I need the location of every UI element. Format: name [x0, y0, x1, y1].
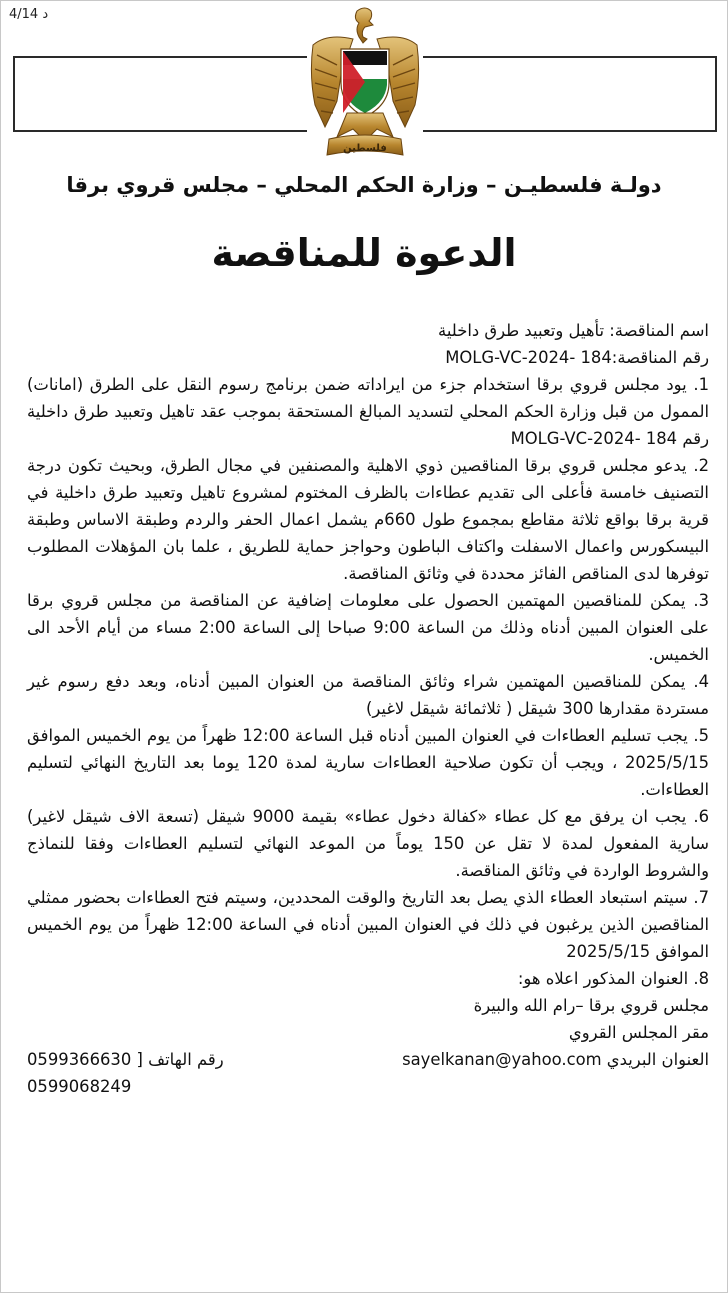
- palestine-eagle-emblem-icon: [307, 5, 423, 165]
- clause-4: 4. يمكن للمناقصين المهتمين شراء وثائق المناقصة من العنوان المبين أدناه، وبعد دفع رسوم غير مستردة مقدارها 300 شيقل ( ثلاثمائة شيقل لاغير): [27, 672, 709, 718]
- tender-name: اسم المناقصة: تأهيل وتعبيد طرق داخلية: [438, 321, 709, 340]
- clause-8: 8. العنوان المذكور اعلاه هو:: [517, 969, 709, 988]
- clause-6: 6. يجب ان يرفق مع كل عطاء «كفالة دخول عطاء» بقيمة 9000 شيقل (تسعة الاف شيقل لاغير) سارية المفعول لمدة لا تقل عن 150 يوماً من الموعد النهائي لتسليم العطاءات وفقا للنماذج والشروط الواردة في وثائق المناقصة.: [27, 807, 709, 880]
- clause-3: 3. يمكن للمناقصين المهتمين الحصول على معلومات إضافية عن المناقصة من مجلس قروي برقا على العنوان المبين أدناه وذلك من الساعة 9:00 صباحا إلى الساعة 2:00 مساء من أيام الأحد الى الخميس.: [27, 591, 710, 664]
- email-label: العنوان البريدي: [606, 1050, 709, 1069]
- clause-5: 5. يجب تسليم العطاءات في العنوان المبين أدناه قبل الساعة 12:00 ظهراً من يوم الخميس الموافق 2025/5/15 ، ويجب أن تكون صلاحية العطاءات سارية لمدة 120 يوما بعد التاريخ النهائي لتسليم العطاءات.: [27, 726, 709, 799]
- notice-body: [27, 317, 709, 1100]
- clause-7: 7. سيتم استبعاد العطاء الذي يصل بعد التاريخ والوقت المحددين، وسيتم فتح العطاءات بحضور ممثلي المناقصين الذين يرغبون في ذلك في العنوان المبين أدناه في الساعة 12:00 ظهراً من يوم الخميس الموافق 2025/5/15: [27, 888, 710, 961]
- contact-row: [27, 1046, 709, 1073]
- phone-block: [27, 1046, 224, 1073]
- phone-label: رقم الهاتف [: [136, 1050, 224, 1069]
- address-line-1: مجلس قروي برقا –رام الله والبيرة: [473, 996, 709, 1015]
- reference-code: د 4/14: [9, 7, 49, 22]
- email-address[interactable]: sayelkanan@yahoo.com: [402, 1050, 602, 1069]
- clause-1: 1. يود مجلس قروي برقا استخدام جزء من ايراداته ضمن برنامج رسوم النقل على الطرق (امانات) الممول من قبل وزارة الحكم المحلي لتسديد المبالغ المستحقة بموجب عقد تاهيل وتعبيد طرق داخلية رقم 184 -MOLG-VC-2024: [27, 375, 709, 448]
- emblem-scroll-text: فلسطين: [343, 143, 387, 154]
- clause-2: 2. يدعو مجلس قروي برقا المناقصين ذوي الاهلية والمصنفين في مجال الطرق، وبحيث تكون درجة التصنيف خامسة فأعلى الى تقديم عطاءات بالظرف المختوم لمشروع تاهيل وتعبيد طرق داخلية في قرية برقا بواقع ثلاثة مقاطع بمجموع طول 660م يشمل اعمال الحفر والردم وطبقة الاساس وطبقة البيسكورس واعمال الاسفلت واكتاف الباطون وحواجز حماية للطريق ، علما بان المؤهلات المطلوب توفرها لدى المناقص الفائز محددة في وثائق المناقصة.: [27, 456, 709, 583]
- tender-number: رقم المناقصة:184 -MOLG-VC-2024: [445, 348, 709, 367]
- issuer-line: دولـة فلسطيـن – وزارة الحكم المحلي – مجلس قروي برقا: [66, 173, 662, 197]
- address-line-2: مقر المجلس القروي: [568, 1023, 709, 1042]
- phone-number-1[interactable]: 0599366630: [27, 1050, 132, 1069]
- page-title: الدعوة للمناقصة: [211, 231, 517, 275]
- phone-number-2[interactable]: 0599068249: [27, 1077, 132, 1096]
- email-block: [402, 1046, 709, 1073]
